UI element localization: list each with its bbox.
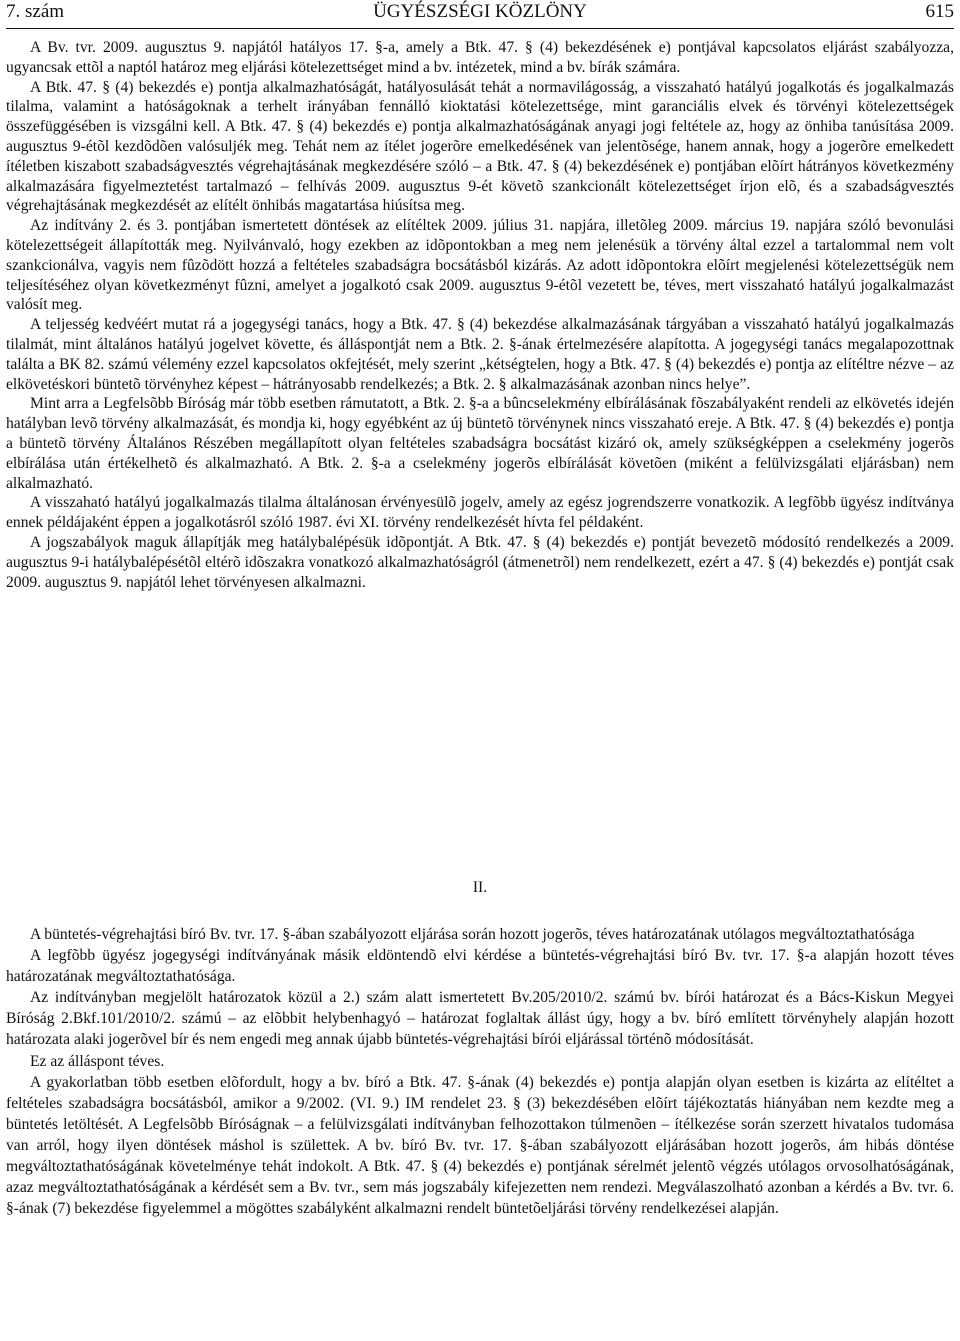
page-header xyxy=(6,0,954,26)
journal-title: ÜGYÉSZSÉGI KÖZLÖNY xyxy=(373,1,587,22)
paragraph: A teljesség kedvéért mutat rá a jogegységi tanács, hogy a Btk. 47. § (4) bekezdése alkalmazásának tárgyában a visszaható hatályú jogalkalmazás tilalmát, mint általános hatályú jogelvet követte, és álláspontját nem a Btk. 2. §-ának értelmezésére alapította. A jogegységi tanács megalapozottnak találta a BK 82. számú vélemény ezzel kapcsolatos okfejtését, mely szerint „kétségtelen, hogy a Btk. 47. § (4) bekezdés e) pontja az elítéltre nézve – az elkövetéskori büntetõ törvényhez képest – hátrányosabb rendelkezés; a Btk. 2. § alkalmazásának azonban nincs helye”. xyxy=(6,316,954,393)
paragraph: Az indítvány 2. és 3. pontjában ismertetett döntések az elítéltek 2009. július 31. napjára, illetõleg 2009. március 19. napjára szóló bevonulási kötelezettségeit állapították meg. Nyilvánvaló, hogy ezekben az idõpontokban a meg nem jelenésük a törvény által ezzel a tartalommal nem volt szankcionálva, vagyis nem fûzõdött hozzá a feltételes szabadságra bocsátásból kizárás. Az adott idõpontokra elõírt megjelenési kötelezettségük nem teljesítéséhez olyan következményt fûzni, amelyet a jogalkotó csak 2009. augusztus 9-étõl vezetett be, téves, mert visszaható hatályú jogalkalmazást valósít meg. xyxy=(6,217,954,314)
paragraph: A jogszabályok maguk állapítják meg hatálybalépésük idõpontját. A Btk. 47. § (4) bekezdés e) pontját bevezetõ módosító rendelkezés a 2009. augusztus 9-i hatálybalépésétõl eltérõ idõszakra vonatkozó alkalmazhatóságról (átmenetrõl) nem rendelkezett, ezért a 47. § (4) bekezdés e) pontját csak 2009. augusztus 9. napjától lehet törvényesen alkalmazni. xyxy=(6,533,954,591)
section-2-body xyxy=(6,924,954,1219)
paragraph: A Btk. 47. § (4) bekezdés e) pontja alkalmazhatóságát, hatályosulását tehát a normavilágosság, a visszaható hatályú jogalkotás és jogalkalmazás tilalma, valamint a hatóságoknak a terhelt irányában fennálló kioktatási kötelezettsége, mint garanciális elvek és törvényi kötelezettségek összefüggésében is vizsgálni kell. A Btk. 47. § (4) bekezdés e) pontja alkalmazhatóságának anyagi jogi feltétele az, hogy az önhiba tanúsítása 2009. augusztus 9-étõl kezdõdõen valósuljék meg. Tehát nem az ítélet jogerõre emelkedésének van jelentõsége, hanem annak, hogy a jogerõre emelkedett ítéletben kiszabott szabadságvesztés végrehajtásának megkezdésére szóló – a Btk. 47. § (4) bekezdésének e) pontjában elõírt hátrányos következmény alkalmazására figyelmeztetést tartalmazó – felhívás 2009. augusztus 9-ét követõ szankcionált kötelezettséget írjon elõ, és a szabadságvesztés végrehajtásának megkezdését az elítélt önhibás magatartása hiúsítsa meg. xyxy=(6,78,954,215)
section-heading: II. xyxy=(472,879,488,896)
paragraph: Mint arra a Legfelsõbb Bíróság már több esetben rámutatott, a Btk. 2. §-a a bûncselekmény elbírálásának fõszabályaként rendeli az elkövetés idején hatályban levõ törvény alkalmazását, és mondja ki, hogy egyébként az új büntetõ törvénynek nincs visszaható ereje. A Btk. 47. § (4) bekezdés e) pontja a büntetõ törvény Általános Részében megállapított olyan feltételes szabadságra bocsátást kizáró ok, amely szükségképpen a cselekmény jogerõs elbírálása után értékelhetõ és alkalmazható. A Btk. 2. §-a a cselekmény jogerõs elbírálását követõen (miként a felülvizsgálati eljárásban) nem alkalmazható. xyxy=(6,395,954,492)
paragraph: A gyakorlatban több esetben elõfordult, hogy a bv. bíró a Btk. 47. §-ának (4) bekezdés e) pontja alapján olyan esetben is kizárta az elítéltet a feltételes szabadságra bocsátásból, amikor a 9/2002. (VI. 9.) IM rendelet 23. § (3) bekezdésében elõírt tájékoztatás hiányában nem kezdte meg a büntetés letöltését. A Legfelsõbb Bíróságnak – a felülvizsgálati indítványban felhozottakon túlmenõen – ítélkezése során szerzett hivatalos tudomása van arról, hogy ilyen döntések máshol is születtek. A bv. bíró Bv. tvr. 17. §-ában szabályozott eljárásában hozott jogerõs, ám hibás döntése megváltoztathatóságának követelménye tehát indokolt. A Btk. 47. § (4) bekezdés e) pontjának sérelmét jelentõ végzés utólagos orvosolhatóságának, azaz megváltoztathatóságának a kérdését sem a Bv. tvr., sem más jogszabály kifejezetten nem rendezi. Megválaszolható azonban a kérdés a Bv. tvr. 6. §-ának (7) bekezdése figyelemmel a mögöttes szabályként alkalmazni rendelt büntetõeljárási törvény rendelkezései alapján. xyxy=(6,1073,954,1218)
paragraph: Az indítványban megjelölt határozatok közül a 2.) szám alatt ismertetett Bv.205/2010/2. számú bv. bírói határozat és a Bács-Kiskun Megyei Bíróság 2.Bkf.101/2010/2. számú – az elõbbit helybenhagyó – határozat foglaltak állást úgy, hogy a bv. bíró említett törvényhely alapján hozott határozata alaki jogerõvel bír és nem engedi meg annak újabb büntetés-végrehajtási bírói eljárással történõ módosítását. xyxy=(6,989,954,1049)
issue-number: 7. szám xyxy=(6,1,65,22)
paragraph: A legfõbb ügyész jogegységi indítványának másik eldöntendõ elvi kérdése a büntetés-végrehajtási bíró Bv. tvr. 17. §-a alapján hozott téves határozatának megváltoztathatósága. xyxy=(6,947,954,986)
paragraph: A büntetés-végrehajtási bíró Bv. tvr. 17. §-ában szabályozott eljárása során hozott jogerõs, téves határozatának utólagos megváltoztathatósága xyxy=(30,926,915,943)
page-number: 615 xyxy=(925,1,954,22)
header-rule xyxy=(6,28,954,29)
section-1-body xyxy=(6,38,954,592)
paragraph: Ez az álláspont téves. xyxy=(30,1052,165,1070)
paragraph: A visszaható hatályú jogalkalmazás tilalma általánosan érvényesülõ jogelv, amely az egész jogrendszerre vonatkozik. A legfõbb ügyész indítványa ennek példájaként éppen a jogalkotásról szóló 1987. évi XI. törvény rendelkezését hívta fel példaként. xyxy=(6,494,954,532)
paragraph: A Bv. tvr. 2009. augusztus 9. napjától hatályos 17. §-a, amely a Btk. 47. § (4) bekezdésének e) pontjával kapcsolatos eljárást szabályozza, ugyancsak ettõl a naptól határoz meg eljárási kötelezettséget mind a bv. intézetek, mind a bv. bírák számára. xyxy=(6,39,954,76)
